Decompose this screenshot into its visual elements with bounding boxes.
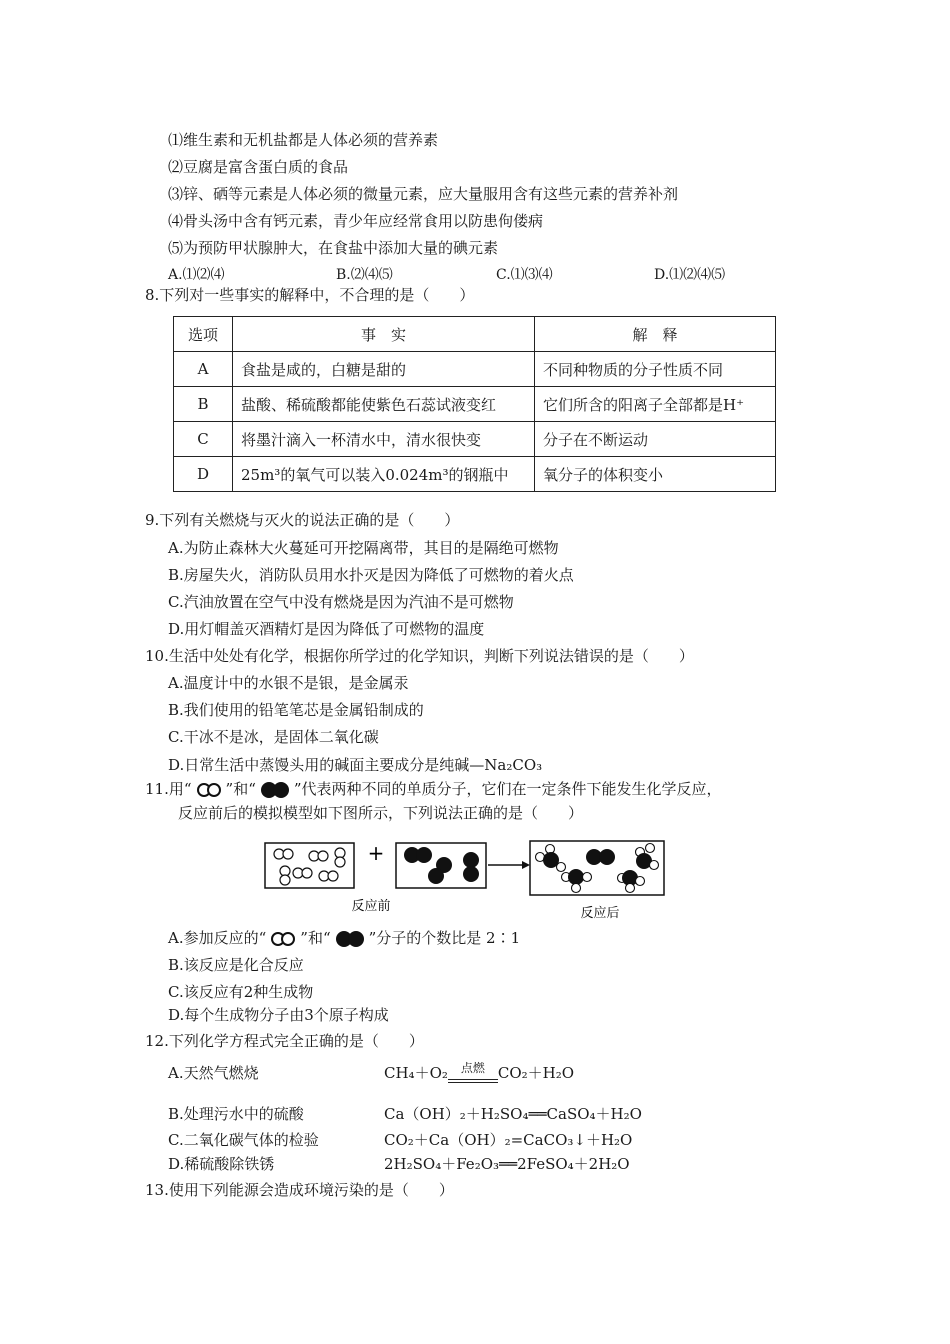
q7-item-1: ⑴维生素和无机盐都是人体必须的营养素 <box>168 131 439 149</box>
table-cell: B <box>174 387 233 422</box>
white-molecule-icon <box>196 782 222 798</box>
q11-option-a-part: A.参加反应的“ <box>168 929 267 947</box>
plus-sign: + <box>367 841 385 865</box>
white-molecule-icon <box>270 931 296 947</box>
q9-option-a: A.为防止森林大火蔓延可开挖隔离带，其目的是隔绝可燃物 <box>168 539 559 557</box>
double-line <box>448 1079 498 1083</box>
table-cell: 氧分子的体积变小 <box>535 457 776 492</box>
q11-stem-line2: 反应前后的模拟模型如下图所示，下列说法正确的是（ ） <box>178 804 584 822</box>
q12-a-right: CO₂＋H₂O <box>497 1064 575 1082</box>
q7-option-a: A.⑴⑵⑷ <box>168 267 225 283</box>
table-header-row <box>174 317 776 352</box>
q10-option-b: B.我们使用的铅笔笔芯是金属铅制成的 <box>168 701 424 719</box>
q11-stem-part: 11.用“ <box>145 780 192 798</box>
table-cell: C <box>174 422 233 457</box>
reaction-model-diagram <box>258 836 668 926</box>
table-cell: 它们所含的阳离子全部都是H⁺ <box>535 387 776 422</box>
label-after-reaction: 反应后 <box>580 906 620 921</box>
table-cell: 盐酸、稀硫酸都能使紫色石蕊试液变红 <box>233 387 535 422</box>
q11-stem-part: ”代表两种不同的单质分子，它们在一定条件下能发生化学反应， <box>293 780 722 798</box>
table-row <box>174 352 776 387</box>
q8-stem: 8.下列对一些事实的解释中，不合理的是（ ） <box>145 286 475 304</box>
black-molecule-icon <box>335 930 365 948</box>
table-row <box>174 387 776 422</box>
q10-option-d: D.日常生活中蒸馒头用的碱面主要成分是纯碱—Na₂CO₃ <box>168 756 543 774</box>
table-header: 事 实 <box>233 317 535 352</box>
q11-option-c: C.该反应有2种生成物 <box>168 983 314 1001</box>
q7-item-5: ⑸为预防甲状腺肿大，在食盐中添加大量的碘元素 <box>168 239 499 257</box>
q7-option-d: D.⑴⑵⑷⑸ <box>654 267 726 283</box>
q7-item-3: ⑶锌、硒等元素是人体必须的微量元素，应大量服用含有这些元素的营养补剂 <box>168 185 679 203</box>
q8-table <box>173 316 776 492</box>
q11-stem <box>145 779 722 799</box>
q11-option-a <box>168 928 520 948</box>
condition-text: 点燃 <box>460 1061 485 1075</box>
table-cell: D <box>174 457 233 492</box>
table-cell: 25m³的氧气可以装入0.024m³的钢瓶中 <box>233 457 535 492</box>
q9-stem: 9.下列有关燃烧与灭火的说法正确的是（ ） <box>145 511 460 529</box>
table-row <box>174 422 776 457</box>
q9-option-b: B.房屋失火，消防队员用水扑灭是因为降低了可燃物的着火点 <box>168 566 574 584</box>
arrow-head-icon <box>522 861 530 869</box>
label-before-reaction: 反应前 <box>351 899 391 914</box>
q12-a-equation <box>384 1063 574 1083</box>
q7-item-2: ⑵豆腐是富含蛋白质的食品 <box>168 158 349 176</box>
q12-b-equation: Ca（OH）₂＋H₂SO₄══CaSO₄＋H₂O <box>384 1105 642 1123</box>
q11-stem-part: ”和“ <box>225 780 256 798</box>
q12-a-left: CH₄＋O₂ <box>384 1064 448 1082</box>
q10-option-a: A.温度计中的水银不是银，是金属汞 <box>168 674 409 692</box>
table-cell: A <box>174 352 233 387</box>
q12-b-label: B.处理污水中的硫酸 <box>168 1105 304 1123</box>
q7-option-c: C.⑴⑶⑷ <box>496 267 553 283</box>
q12-c-equation: CO₂＋Ca（OH）₂=CaCO₃↓＋H₂O <box>384 1131 633 1149</box>
q11-option-a-part: ”分子的个数比是 2∶1 <box>368 929 521 947</box>
q11-option-a-part: ”和“ <box>300 929 331 947</box>
q13-stem: 13.使用下列能源会造成环境污染的是（ ） <box>145 1181 454 1199</box>
q12-stem: 12.下列化学方程式完全正确的是（ ） <box>145 1032 424 1050</box>
table-cell: 分子在不断运动 <box>535 422 776 457</box>
q10-stem: 10.生活中处处有化学，根据你所学过的化学知识，判断下列说法错误的是（ ） <box>145 647 694 665</box>
q9-option-d: D.用灯帽盖灭酒精灯是因为降低了可燃物的温度 <box>168 620 485 638</box>
black-molecule-icon <box>260 781 290 799</box>
table-cell: 将墨汁滴入一杯清水中，清水很快变 <box>233 422 535 457</box>
q11-option-b: B.该反应是化合反应 <box>168 956 304 974</box>
q11-option-d: D.每个生成物分子由3个原子构成 <box>168 1006 389 1024</box>
q12-d-equation: 2H₂SO₄＋Fe₂O₃══2FeSO₄＋2H₂O <box>384 1155 630 1173</box>
table-row <box>174 457 776 492</box>
q12-d-label: D.稀硫酸除铁锈 <box>168 1155 275 1173</box>
q12-a-label: A.天然气燃烧 <box>168 1064 259 1082</box>
q10-option-c: C.干冰不是冰，是固体二氧化碳 <box>168 728 379 746</box>
table-cell: 不同种物质的分子性质不同 <box>535 352 776 387</box>
table-header: 选项 <box>174 317 233 352</box>
reaction-condition <box>448 1061 498 1083</box>
q12-c-label: C.二氧化碳气体的检验 <box>168 1131 319 1149</box>
table-header: 解 释 <box>535 317 776 352</box>
q7-option-b: B.⑵⑷⑸ <box>336 267 393 283</box>
table-cell: 食盐是咸的，白糖是甜的 <box>233 352 535 387</box>
q9-option-c: C.汽油放置在空气中没有燃烧是因为汽油不是可燃物 <box>168 593 514 611</box>
q7-item-4: ⑷骨头汤中含有钙元素，青少年应经常食用以防患佝偻病 <box>168 212 544 230</box>
